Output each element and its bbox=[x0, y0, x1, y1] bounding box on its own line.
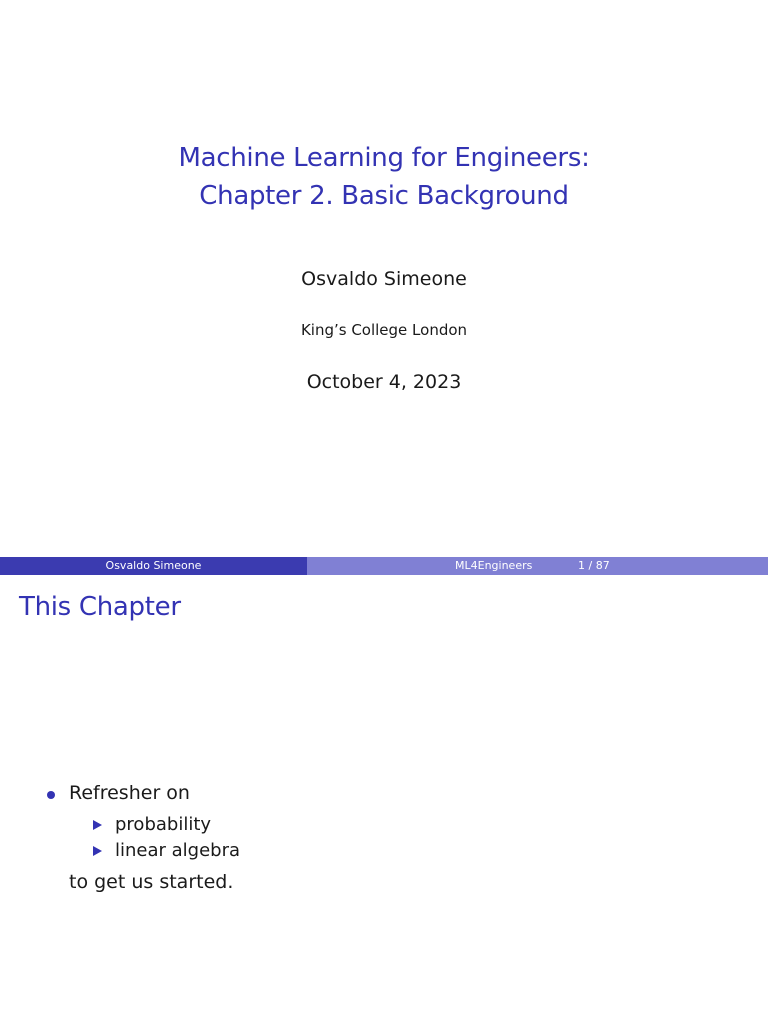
triangle-bullet-icon bbox=[93, 820, 102, 830]
footer-short-title: ML4Engineers bbox=[455, 559, 533, 572]
sub-item-label: probability bbox=[115, 814, 212, 835]
bullet-text: Refresher on bbox=[69, 782, 190, 804]
footer-page-number: 1 / 87 bbox=[578, 559, 610, 572]
slide-title-line-2: Chapter 2. Basic Background bbox=[199, 181, 569, 211]
closing-text: to get us started. bbox=[69, 871, 234, 893]
footer-left-band bbox=[0, 557, 307, 575]
slide-title-line-1: Machine Learning for Engineers: bbox=[178, 143, 590, 173]
bullet-dot-icon bbox=[47, 791, 55, 799]
footer-right-band bbox=[307, 557, 768, 575]
author-name: Osvaldo Simeone bbox=[301, 268, 467, 290]
presentation-date: October 4, 2023 bbox=[306, 371, 462, 393]
triangle-bullet-icon bbox=[93, 846, 102, 856]
sub-item-label: linear algebra bbox=[115, 840, 241, 861]
slide-footer bbox=[0, 557, 768, 575]
institute-name: King’s College London bbox=[300, 321, 468, 339]
footer-author: Osvaldo Simeone bbox=[105, 559, 202, 572]
frame-title: This Chapter bbox=[19, 592, 181, 622]
